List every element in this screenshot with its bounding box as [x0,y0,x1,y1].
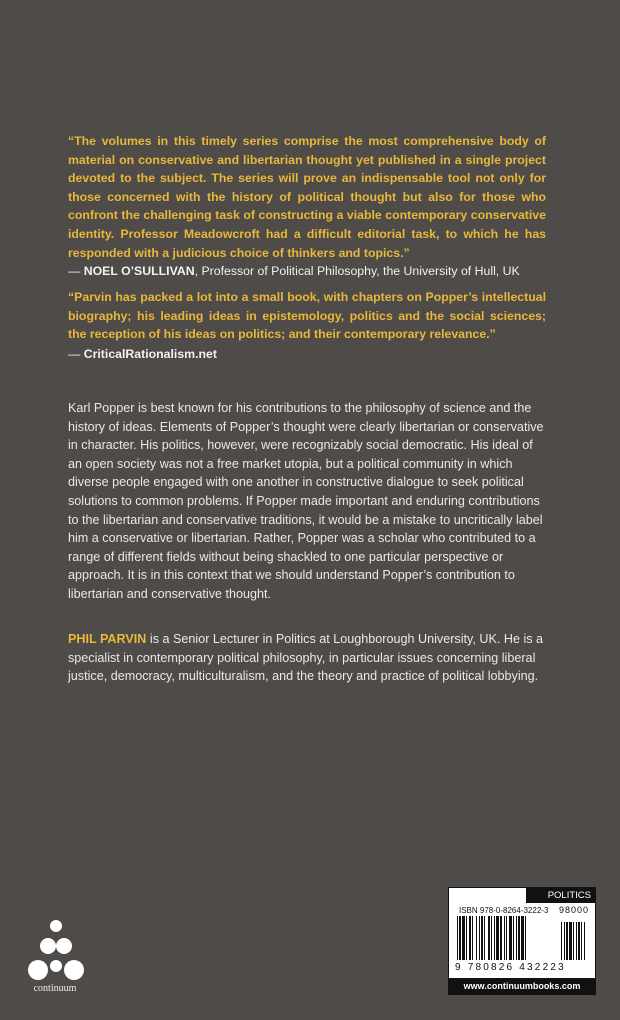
attribution-detail: , Professor of Political Philosophy, the University of Hull, UK [194,264,520,278]
attribution-dash: — [68,347,84,361]
author-name: PHIL PARVIN [68,632,147,646]
endorsement-quote-1: “The volumes in this timely series comprise the most comprehensive body of material on conservative and libertarian thought yet published in a single project devoted to the subject. The series will prove an indispensable tool not only for those concerned with the history of political thought but also for those who confront the challenging task of constructing a viable contemporary conservative identity. Professor Meadowcroft had a difficult editorial task, to which he has responded with a judicious choice of thinkers and topics.” [68,134,546,260]
book-description: Karl Popper is best known for his contributions to the philosophy of science and the history of ideas. Elements of Popper’s thought were clearly libertarian or conservative in character. His politics, however, were recognizably social democratic. His ideal of an open society was not a free market utopia, but a political community in which diverse people engaged with one another in constructive dialogue to seek political solutions to common problems. If Popper made important and enduring contributions to the libertarian and conservative traditions, it would be a mistake to uncritically label him a conservative or libertarian. Rather, Popper was a scholar who contributed to a range of different fields without being shackled to one particular perspective or approach. It is in this context that we should understand Popper’s contribution to libertarian and conservative thought. [68,401,544,601]
author-bio-text: is a Senior Lecturer in Politics at Loughborough University, UK. He is a specialist in contemporary political philosophy, in particular issues concerning liberal justice, democracy, multiculturalism, and the theory and practice of political lobbying. [68,632,544,684]
attribution-dash: — [68,264,84,278]
endorsement-attribution-1 [68,262,520,280]
attribution-name: CriticalRationalism.net [83,347,217,361]
price-code: 98000 [559,905,590,915]
author-bio [68,630,548,686]
isbn-label: ISBN 978-0-8264-3222-3 [459,906,549,915]
barcode-panel [448,887,596,995]
barcode-icon [455,916,589,962]
attribution-name: NOEL O’SULLIVAN [83,264,195,278]
barcode-digits: 9 780826 432223 [455,962,566,973]
category-label: POLITICS [525,888,595,903]
endorsement-attribution-2 [68,345,217,363]
endorsement-quote-2: “Parvin has packed a lot into a small book, with chapters on Popper’s intellectual biography; his leading ideas in epistemology, politics and the social sciences; the reception of his ideas on politics; and their contemporary relevance.” [68,290,546,342]
publisher-url: www.continuumbooks.com [449,978,595,994]
publisher-name: continuum [33,983,77,994]
